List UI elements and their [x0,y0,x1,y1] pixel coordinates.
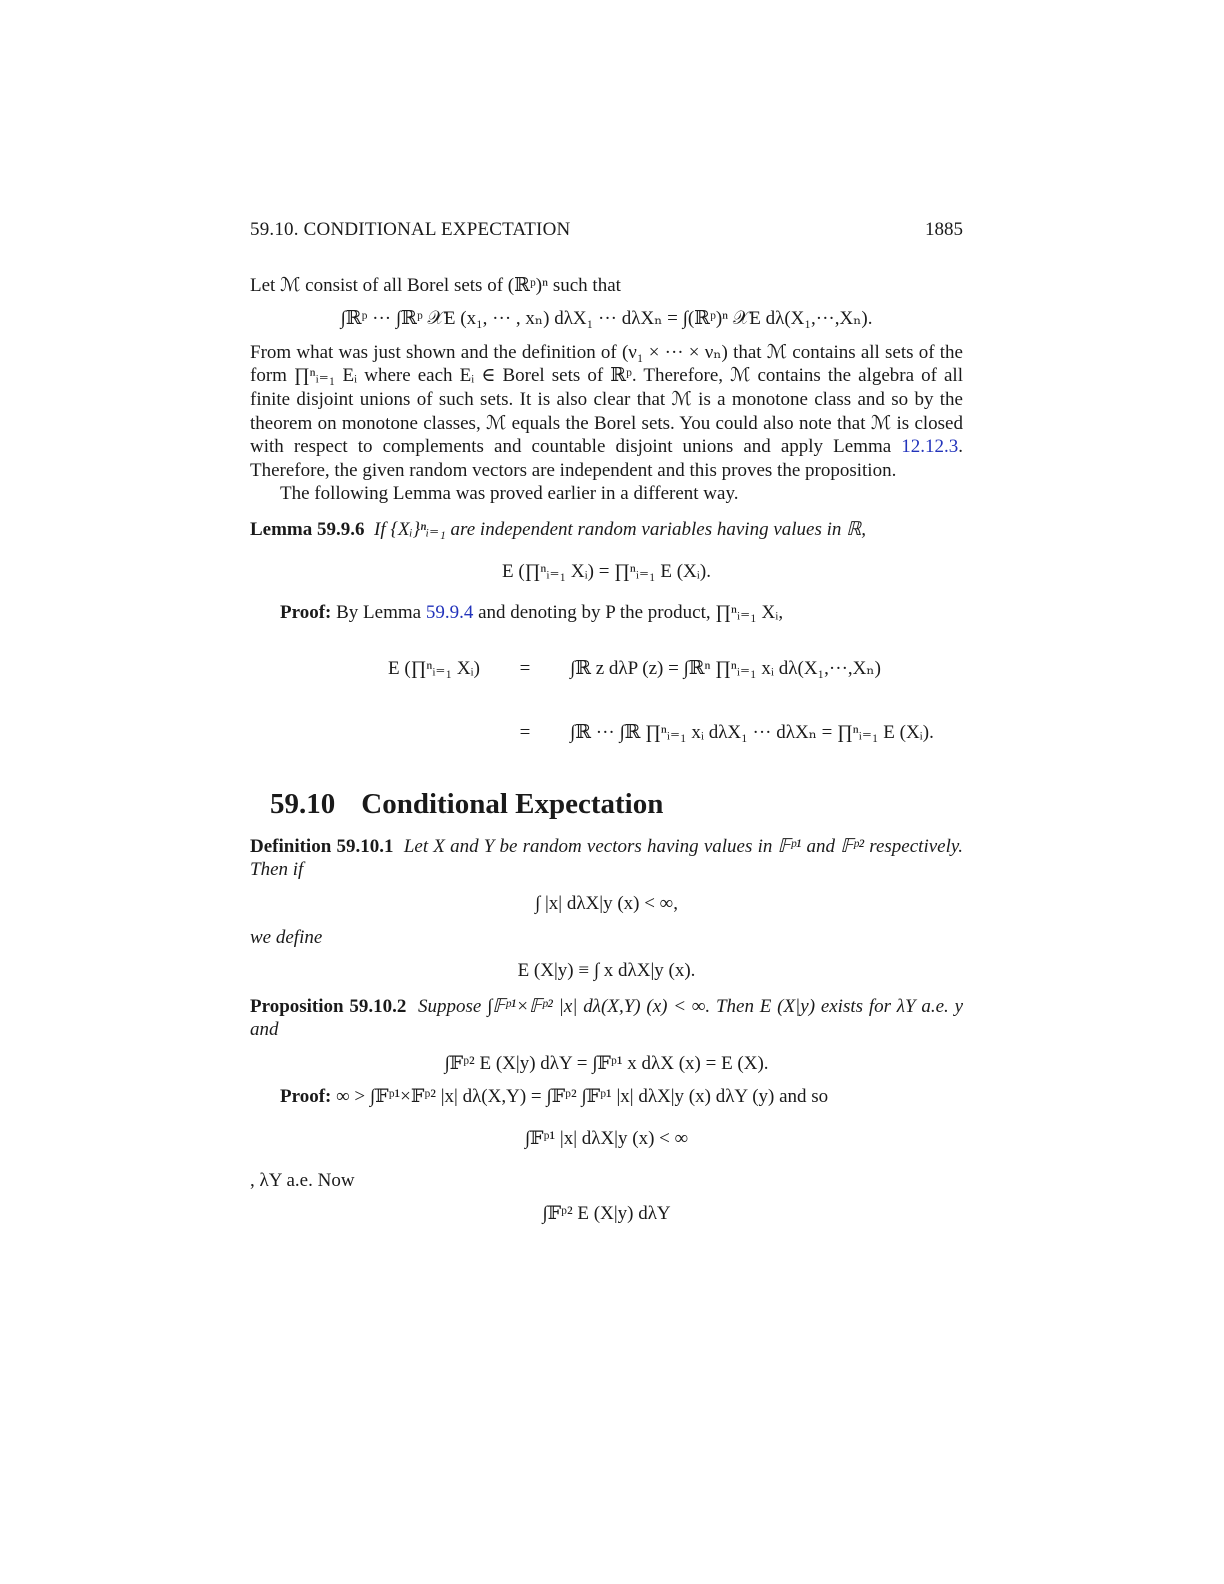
intro-sentence: Let ℳ consist of all Borel sets of (ℝᵖ)ⁿ such that [250,274,621,296]
proof-label-2: Proof: [280,1086,332,1108]
paragraph-following-lemma: The following Lemma was proved earlier in a different way. [280,483,739,505]
equation-array [370,637,963,765]
proof-proposition [250,1085,963,1109]
definition-label: Definition 59.10.1 [250,835,394,857]
eqarray-rhs-1: ∫ℝ z dλP (z) = ∫ℝⁿ ∏ⁿᵢ₌₁ xᵢ dλ(X₁,···,Xₙ) [570,657,881,679]
section-title: Conditional Expectation [361,787,664,820]
paragraph-text-a: From what was just shown and the definition of (ν₁ × ··· × νₙ) that ℳ contains all sets of the form ∏ⁿᵢ₌₁ Eᵢ where each Eᵢ ∈ Borel sets of ℝᵖ. Therefore, ℳ contains the algebra of all finite disjoint unions of such sets. It is also clear that ℳ is a monotone class and so by the theorem on monotone classes, ℳ equals the Borel sets. You could also note that ℳ is closed with respect to complements and countable disjoint unions and apply Lemma [250,341,963,458]
lemma-label: Lemma 59.9.6 [250,518,365,540]
lemma-statement: If {Xᵢ}ⁿᵢ₌₁ are independent random variables having values in ℝ, [374,518,866,540]
proof-equation-finite: ∫𝔽ᵖ¹ |x| dλX|y (x) < ∞ [524,1128,689,1150]
lemma-link-59-9-4[interactable]: 59.9.4 [425,602,474,624]
proof-after-text: , λY a.e. Now [250,1169,355,1191]
section-number: 59.10 [270,787,336,820]
section-heading [270,787,963,821]
eqarray-lhs: E (∏ⁿᵢ₌₁ Xᵢ) [388,657,480,679]
page-number: 1885 [925,219,963,240]
lemma-block [250,518,963,542]
proof-text-a: By Lemma [336,602,426,624]
equation-borel-integral: ∫ℝᵖ ··· ∫ℝᵖ 𝒳E (x₁, ··· , xₙ) dλX₁ ··· dλXₙ = ∫(ℝᵖ)ⁿ 𝒳E dλ(X₁,···,Xₙ). [340,308,873,330]
proposition-block [250,995,963,1076]
eqarray-row-2 [370,701,963,765]
definition-we-define: we define [250,926,323,948]
definition-statement: Let X and Y be random vectors having values in 𝔽ᵖ¹ and 𝔽ᵖ² respectively. Then if [250,835,964,881]
proposition-statement: Suppose ∫𝔽ᵖ¹×𝔽ᵖ² |x| dλ(X,Y) (x) < ∞. Then E (X|y) exists for λY a.e. y and [250,995,964,1041]
definition-equation-integrable: ∫ |x| dλX|y (x) < ∞, [535,892,678,914]
eqarray-row-1 [370,637,963,701]
page-content [250,218,963,1236]
proposition-equation: ∫𝔽ᵖ² E (X|y) dλY = ∫𝔽ᵖ¹ x dλX (x) = E (X). [444,1052,769,1074]
running-header [250,218,963,242]
eqarray-equals-1: = [519,657,531,679]
proof-text-b: and denoting by P the product, ∏ⁿᵢ₌₁ Xᵢ, [473,602,784,624]
proof-proposition-text: ∞ > ∫𝔽ᵖ¹×𝔽ᵖ² |x| dλ(X,Y) = ∫𝔽ᵖ² ∫𝔽ᵖ¹ |x| dλX|y (x) dλY (y) and so [336,1086,829,1108]
equation-product-expectation: E (∏ⁿᵢ₌₁ Xᵢ) = ∏ⁿᵢ₌₁ E (Xᵢ). [502,560,711,582]
eqarray-rhs-2: ∫ℝ ··· ∫ℝ ∏ⁿᵢ₌₁ xᵢ dλX₁ ··· dλXₙ = ∏ⁿᵢ₌₁ E (Xᵢ). [570,721,934,743]
header-section-title: 59.10. CONDITIONAL EXPECTATION [250,219,571,240]
lemma-link-12-12-3[interactable]: 12.12.3 [901,436,959,458]
paragraph-text-b: . Therefore, the given random vectors are independent and this proves the proposition. [250,436,963,481]
eqarray-equals-2: = [519,721,531,743]
definition-equation-conditional: E (X|y) ≡ ∫ x dλX|y (x). [517,960,696,982]
proof-lemma [250,601,963,625]
proof-equation-last: ∫𝔽ᵖ² E (X|y) dλY [542,1203,671,1225]
definition-block [250,835,963,983]
paragraph-monotone-class [250,341,963,483]
proof-label: Proof: [280,602,332,624]
proposition-label: Proposition 59.10.2 [250,995,407,1017]
